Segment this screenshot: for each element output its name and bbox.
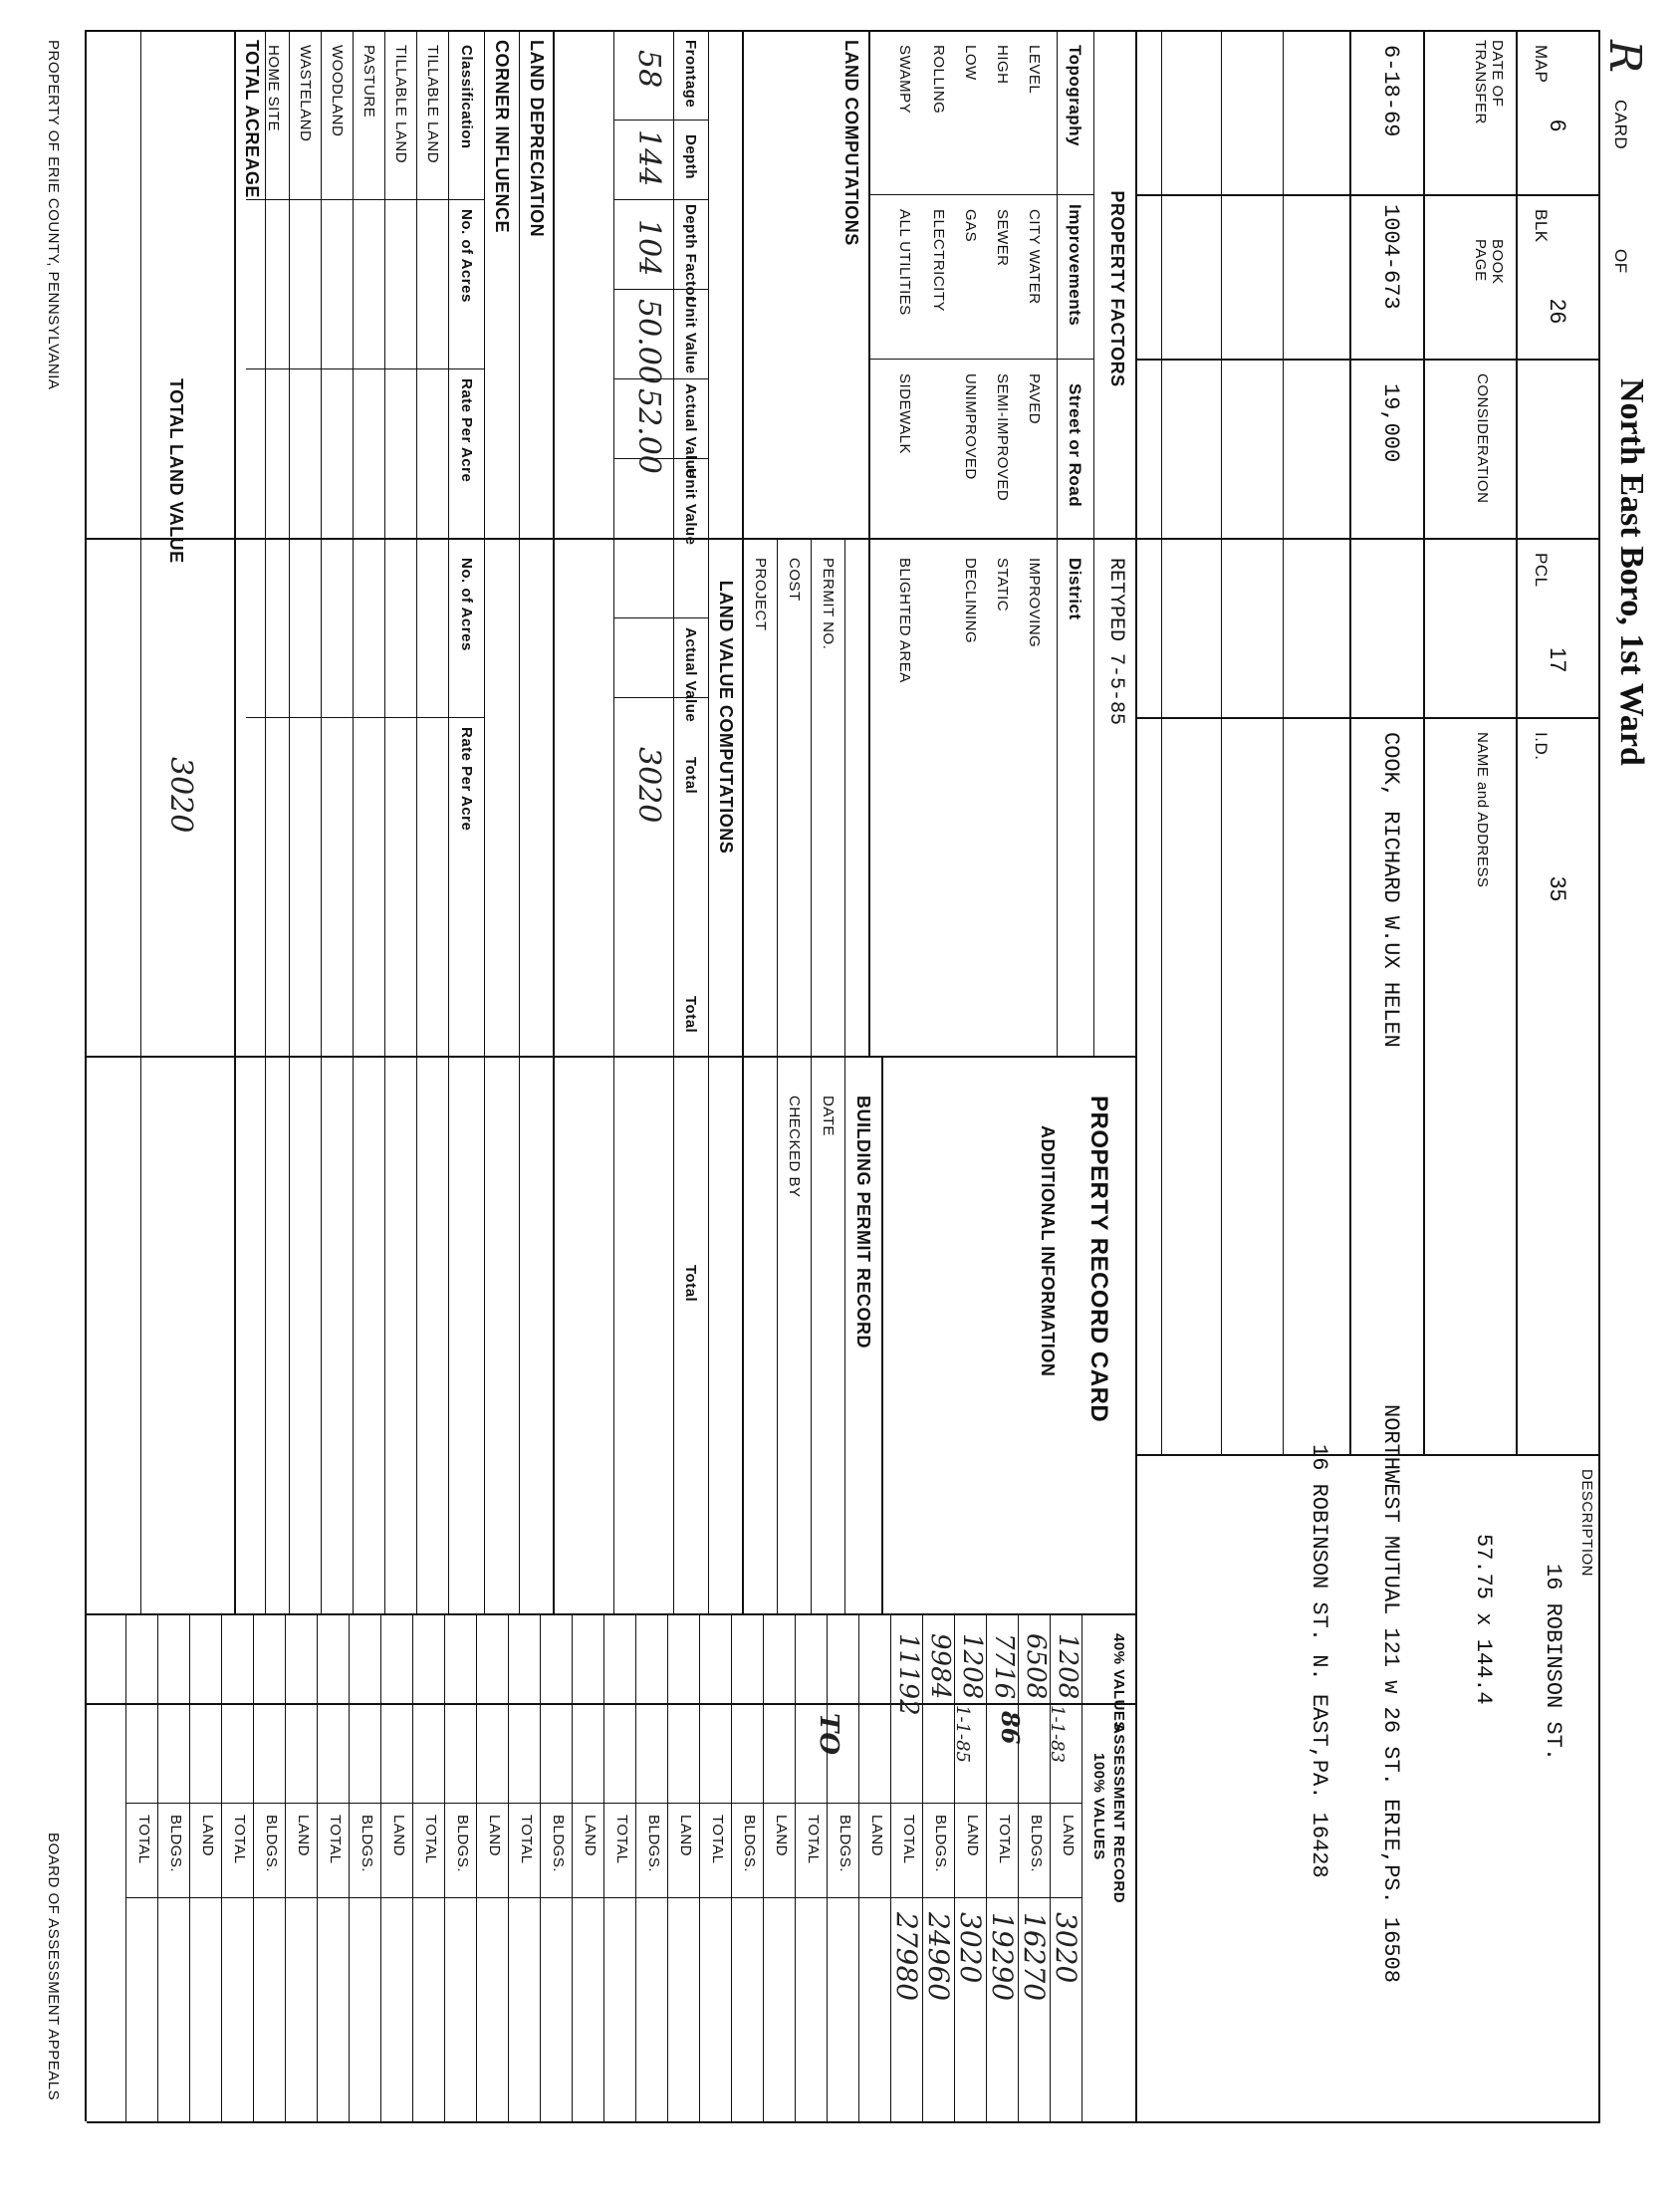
total-acreage: TOTAL ACREAGE [242,40,262,198]
transfer-date: 6-18-69 [1378,45,1403,137]
class-col-rate-2: Rate Per Acre [458,727,475,832]
transfer-name: COOK, RICHARD W.UX HELEN [1378,732,1403,1048]
card-title: North East Boro, 1st Ward [1613,378,1650,766]
property-factors-title: PROPERTY FACTORS [1107,190,1127,387]
lv-depth: 144 [631,129,666,187]
assessment-row-label: TOTAL [996,1815,1013,1864]
col-topography: Topography [1066,45,1084,146]
transfer-consideration: 19,000 [1378,383,1403,463]
assessment-row-label: LAND [868,1815,885,1857]
col-improvements: Improvements [1066,204,1084,327]
street-0: PAVED [1026,373,1043,425]
class-col-acres-1: No. of Acres [458,209,475,303]
topo-4: SWAMPY [896,45,913,115]
lv-col-unit-value-2: Unit Value [682,468,699,546]
lv-col-actual-value-2: Actual Value [682,627,699,723]
lv-col-depth-factor: Depth Factor [682,204,699,303]
transfer-address1: NORTHWEST MUTUAL 121 w 26 ST. ERIE,PS. 16508 [1378,1404,1403,1983]
impr-3: ELECTRICITY [930,209,947,313]
lv-unit-value: 50.00 [631,299,666,384]
footer-right: BOARD OF ASSESSMENT APPEALS [45,1833,62,2101]
land-value-title: LAND VALUE COMPUTATIONS [716,580,736,855]
assessment-row-label: LAND [486,1815,503,1857]
additional-info: ADDITIONAL INFORMATION [1038,1125,1058,1377]
id-label: I.D. [1532,732,1551,761]
topo-2: LOW [962,45,979,81]
lv-col-actual-value: Actual Value [682,383,699,479]
permit-date: DATE [820,1096,837,1136]
assessment-row-label: TOTAL [327,1815,344,1864]
class-col-classification: Classification [458,45,475,149]
impr-0: CITY WATER [1026,209,1043,305]
assess-date-3: 1-1-85 [952,1705,973,1763]
lv-col-total-1: Total [682,757,699,795]
assessment-row-label: BLDGS. [167,1815,184,1873]
retyped-stamp: RETYPED 7-5-85 [1104,558,1127,726]
impr-1: SEWER [994,209,1011,267]
assessment-row-label: TOTAL [613,1815,630,1864]
val40-4: 9984 [925,1633,955,1700]
blk-label: BLK [1532,209,1551,243]
class-0: TILLABLE LAND [424,45,441,164]
description-line1: 16 ROBINSON ST. [1541,1564,1565,1762]
class-4: WASTELAND [297,45,314,142]
assessment-row-label: TOTAL [518,1815,535,1864]
lv-col-total-2: Total [682,996,699,1034]
permit-checked-by: CHECKED BY [786,1096,803,1198]
assessment-row-label: TOTAL [422,1815,439,1864]
topo-0: LEVEL [1026,45,1043,95]
class-col-acres-2: No. of Acres [458,558,475,651]
district-1: STATIC [994,558,1011,612]
land-depreciation: LAND DEPRECIATION [527,40,547,238]
land-computations-title: LAND COMPUTATIONS [841,40,861,246]
blk-value: 26 [1546,299,1570,325]
class-5: HOME SITE [265,45,282,132]
district-4: BLIGHTED AREA [896,558,913,683]
card-letter: R [1599,40,1650,74]
transfer-book-page: 1004-673 [1378,204,1403,310]
val100-1: 16270 [1018,1912,1051,2002]
th-name-address: NAME and ADDRESS [1474,732,1491,888]
assessment-row-label: LAND [199,1815,216,1857]
col-street: Street or Road [1066,383,1084,508]
assessment-row-label: LAND [773,1815,790,1857]
lv-actual-value: 52.00 [631,388,666,474]
assessment-record-label: ASSESSMENT RECORD [1110,1723,1127,1904]
assessment-row-label: BLDGS. [837,1815,853,1873]
val40-0: 1208 [1053,1633,1082,1700]
assessment-row-label: BLDGS. [263,1815,280,1873]
lv-total: 3020 [631,747,666,824]
val40-3: 1208 [957,1633,987,1700]
district-0: IMPROVING [1026,558,1043,648]
th-book-page: BOOK PAGE [1472,239,1506,285]
values40-label: 40% VALUES [1110,1633,1127,1732]
val100-2: 19290 [986,1912,1019,2002]
map-value: 6 [1546,120,1570,132]
class-3: WOODLAND [329,45,346,137]
lv-col-total-3: Total [682,1265,699,1303]
col-district: District [1066,558,1084,620]
assessment-row-label: LAND [677,1815,694,1857]
assessment-row-label: TOTAL [805,1815,822,1864]
assessment-row-label: BLDGS. [1028,1815,1045,1873]
lv-col-unit-value: Unit Value [682,297,699,374]
assessment-row-label: TOTAL [709,1815,726,1864]
val40-2: 7716 [989,1633,1019,1700]
permit-no: PERMIT NO. [820,558,837,650]
lv-col-frontage: Frontage [682,40,699,109]
assessment-row-label: BLDGS. [741,1815,758,1873]
lv-depth-factor: 104 [631,219,666,277]
street-4: SIDEWALK [896,373,913,454]
val40-5: 11192 [893,1633,923,1716]
val100-4: 24960 [922,1912,955,2002]
assess-note: 86 [996,1711,1025,1745]
assessment-row-label: LAND [295,1815,312,1857]
val100-3: 3020 [954,1912,987,1984]
val40-1: 6508 [1021,1633,1051,1700]
assess-to-mark: TO [814,1713,843,1755]
class-2: PASTURE [360,45,377,119]
assessment-row-label: TOTAL [900,1815,917,1864]
transfer-address2: 16 ROBINSON ST. N. EAST,PA. 16428 [1307,1444,1331,1878]
topo-1: HIGH [994,45,1011,85]
street-2: UNIMPROVED [962,373,979,480]
val100-5: 27980 [890,1912,923,2002]
val100-0: 3020 [1050,1912,1082,1984]
total-land-value: 3020 [163,757,198,834]
corner-influence: CORNER INFLUENCE [492,40,512,234]
description-label: DESCRIPTION [1578,1469,1595,1578]
th-consideration: CONSIDERATION [1474,373,1491,504]
permit-title: BUILDING PERMIT RECORD [853,1096,873,1348]
assessment-row-label: BLDGS. [550,1815,567,1873]
lv-col-depth: Depth [682,134,699,179]
class-1: TILLABLE LAND [392,45,409,164]
assessment-row-label: BLDGS. [645,1815,662,1873]
of-label: OF [1611,249,1630,274]
card-label: CARD [1611,100,1630,150]
assessment-row-label: TOTAL [135,1815,152,1864]
impr-2: GAS [962,209,979,243]
assessment-row-label: LAND [964,1815,981,1857]
class-col-rate-1: Rate Per Acre [458,378,475,483]
assessment-row-label: BLDGS. [932,1815,949,1873]
total-land-value-label: TOTAL LAND VALUE [166,378,186,564]
lv-frontage: 58 [631,50,666,89]
assessment-row-label: LAND [390,1815,407,1857]
permit-project: PROJECT [752,558,769,631]
th-date-transfer: DATE OF TRANSFER [1472,40,1506,124]
district-2: DECLINING [962,558,979,644]
assessment-row-label: BLDGS. [454,1815,471,1873]
assessment-row-label: LAND [582,1815,599,1857]
id-value: 35 [1546,876,1570,902]
footer-left: PROPERTY OF ERIE COUNTY, PENNSYLVANIA [45,40,62,390]
values100-label: 100% VALUES [1090,1753,1107,1860]
map-label: MAP [1532,45,1551,84]
street-1: SEMI-IMPROVED [994,373,1011,502]
pcl-value: 17 [1546,647,1570,673]
impr-4: ALL UTILITIES [896,209,913,316]
assess-date-0: 1-1-83 [1047,1705,1068,1763]
record-card-title: PROPERTY RECORD CARD [1085,1096,1112,1423]
description-line2: 57.75 x 144.4 [1471,1534,1496,1705]
assessment-row-label: TOTAL [231,1815,248,1864]
pcl-label: PCL [1532,553,1551,588]
topo-3: ROLLING [930,45,947,115]
assessment-row-label: LAND [1060,1815,1077,1857]
permit-cost: COST [786,558,803,602]
assessment-row-label: BLDGS. [359,1815,375,1873]
